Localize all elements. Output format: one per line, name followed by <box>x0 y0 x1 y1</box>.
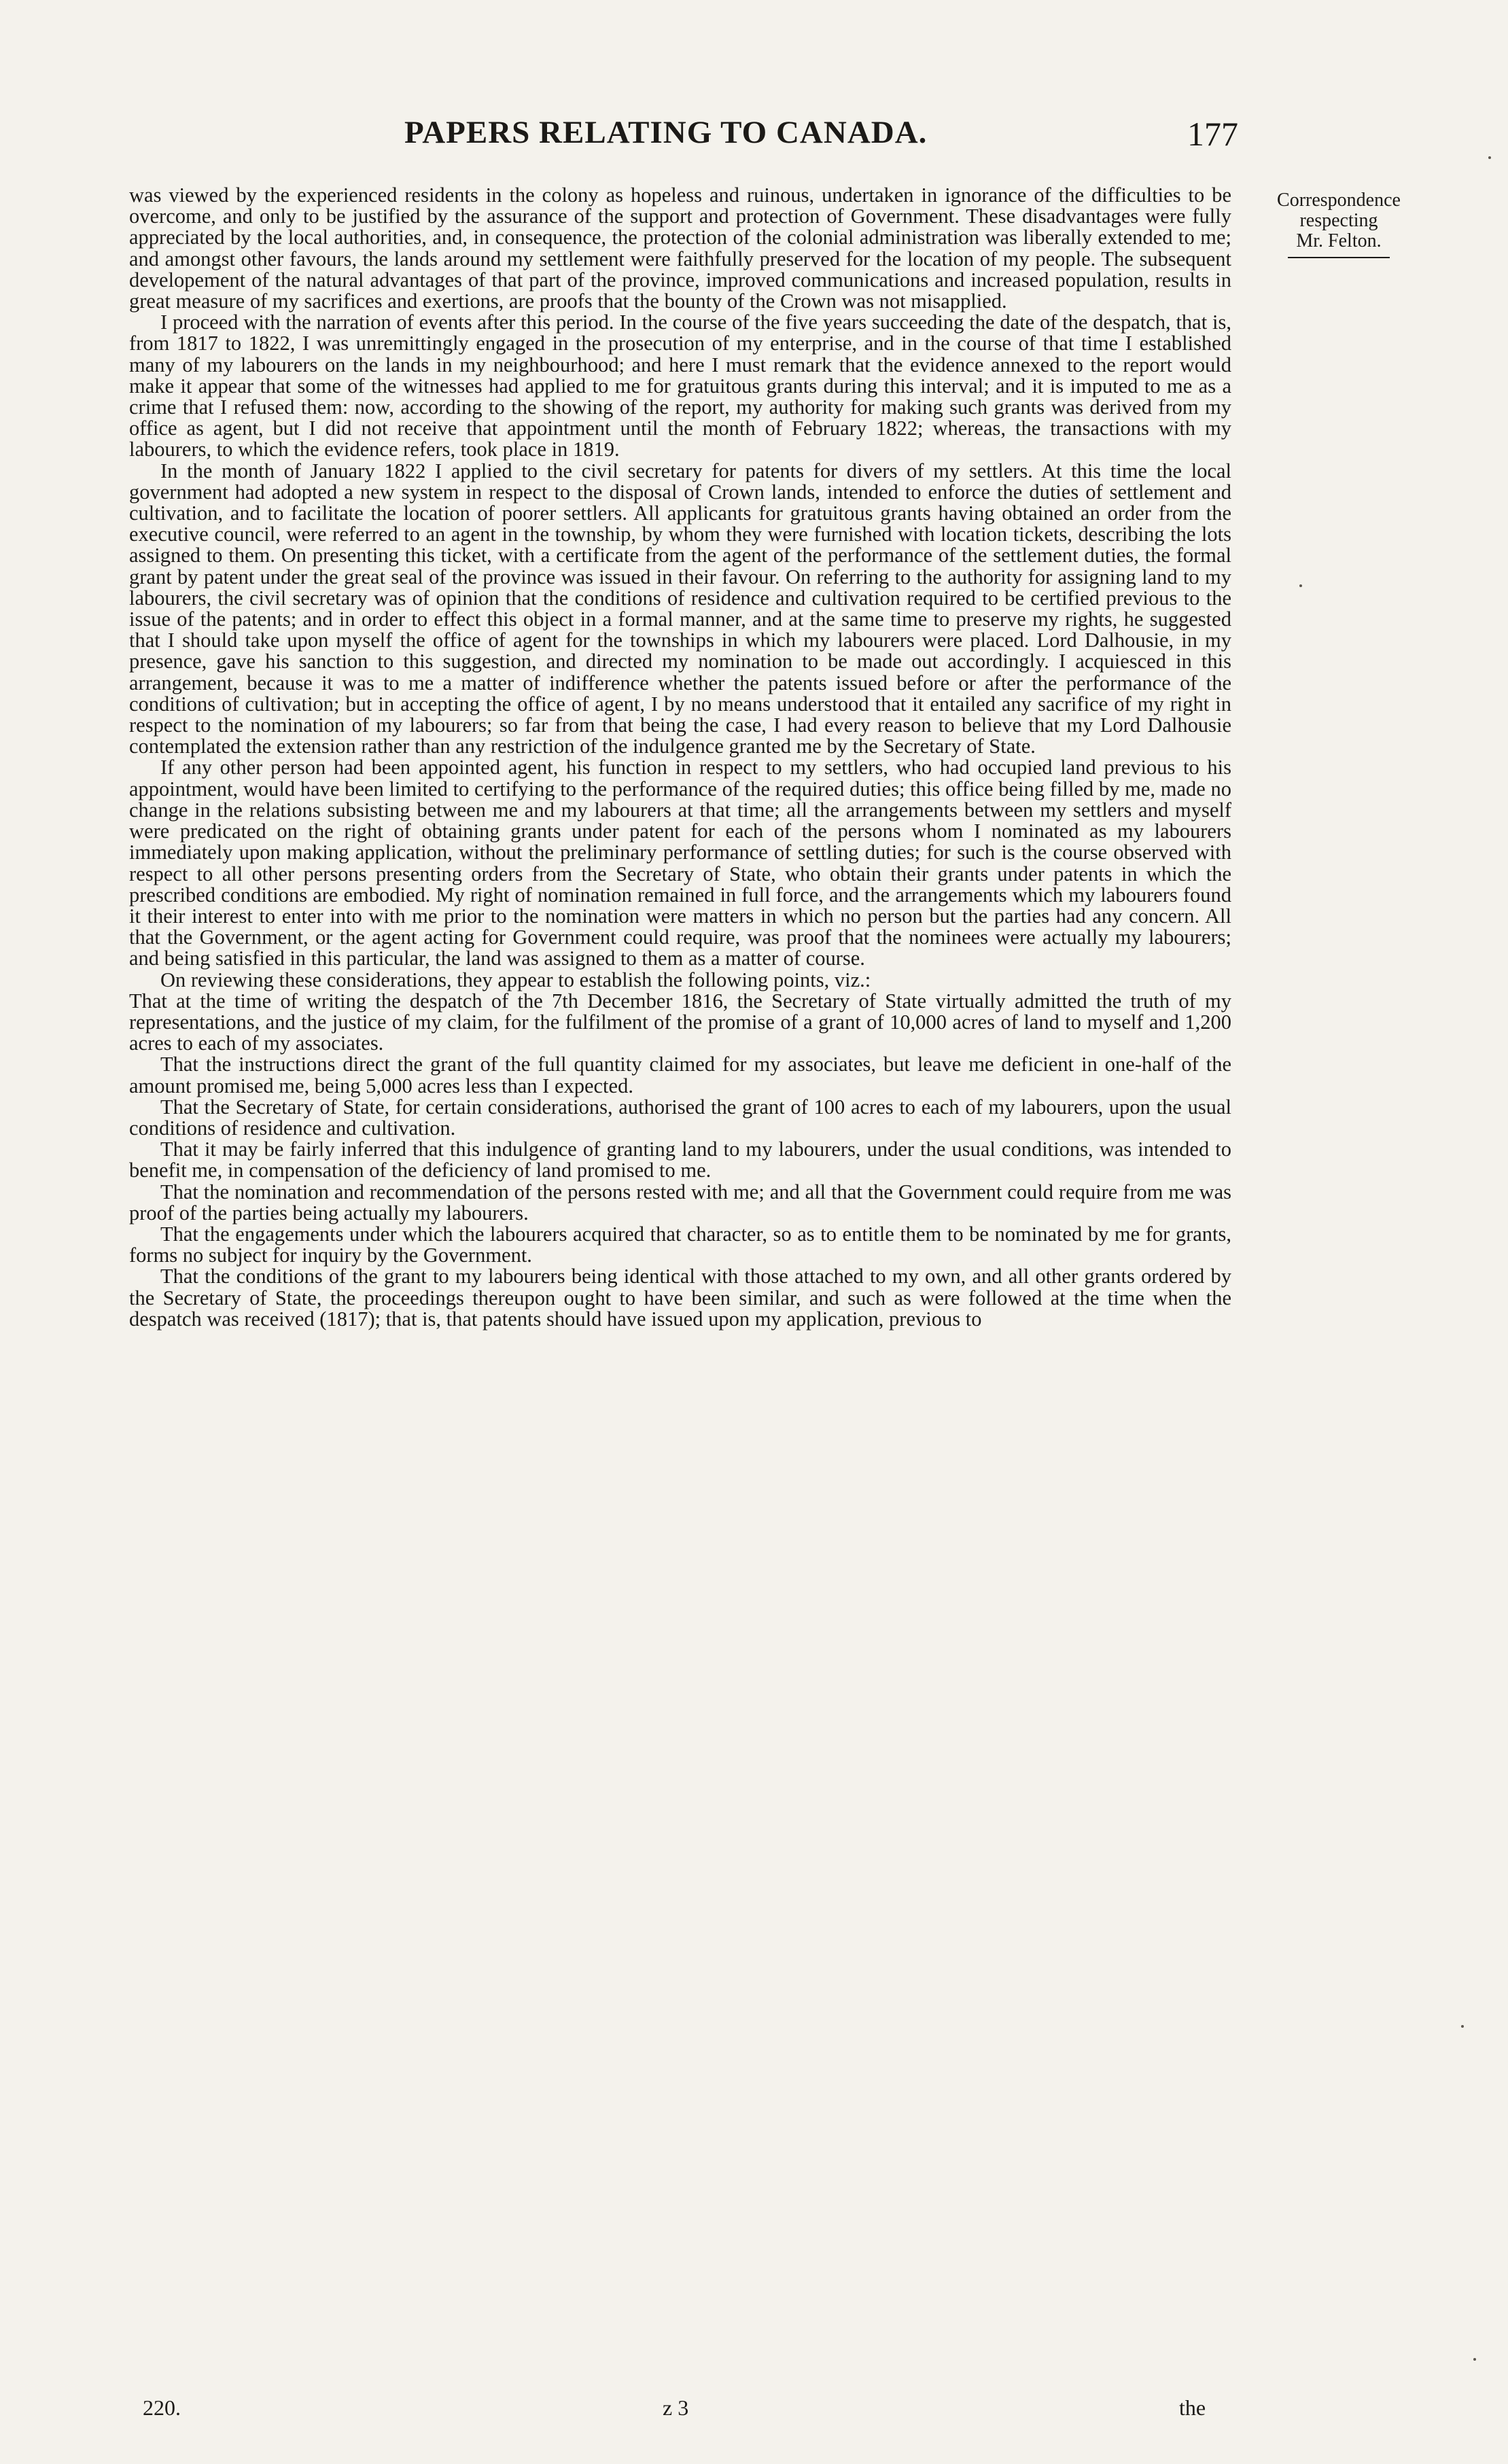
paragraph: If any other person had been appointed agent, his function in respect to my settlers, who had occupied land previous to his appointment, would have been limited to certifying to the performance of the required duties; this office being filled by me, made no change in the relations subsisting between me and my labourers at that time; all the arrangements between my settlers and myself were predicated on the right of obtaining grants under patent for each of the persons whom I nominated as my labourers immediately upon making application, without the preliminary performance of settling duties; for such is the course observed with respect to all other persons presenting orders from the Secretary of State, who obtain their grants under patents in which the prescribed conditions are embodied. My right of nomination remained in full force, and the arrangements which my labourers found it their interest to enter into with me prior to the nomination were matters in which no person but the parties had any concern. All that the Government, or the agent acting for Government could require, was proof that the nominees were actually my labourers; and being satisfied in this particular, the land was assigned to them as a matter of course. <box>129 756 1231 970</box>
paragraph: That the engagements under which the labourers acquired that character, so as to entitle them to be nominated by me for grants, forms no subject for inquiry by the Government. <box>129 1222 1231 1267</box>
paragraph: That the Secretary of State, for certain considerations, authorised the grant of 100 acres to each of my labourers, upon the usual conditions of residence and cultivation. <box>129 1095 1231 1140</box>
paper-speck <box>1488 156 1491 159</box>
margin-note-rule <box>1288 257 1390 258</box>
paragraph: That at the time of writing the despatch of the 7th December 1816, the Secretary of State virtually admitted the truth of my representations, and the justice of my claim, for the fulfilment of the promise of a grant of 10,000 acres of land to myself and 1,200 acres to each of my associates. <box>129 989 1231 1055</box>
margin-note-line: Correspondence <box>1277 190 1401 211</box>
running-title: PAPERS RELATING TO CANADA. <box>404 115 928 150</box>
paragraph: In the month of January 1822 I applied to the civil secretary for patents for divers of my settlers. At this time the local government had adopted a new system in respect to the disposal of Crown lands, intended to enforce the duties of settlement and cultivation, and to facilitate the location of poorer settlers. All applicants for gratuitous grants having obtained an order from the executive council, were referred to an agent in the township, by whom they were furnished with location tickets, describing the lots assigned to them. On presenting this ticket, with a certificate from the agent of the performance of the settlement duties, the formal grant by patent under the great seal of the province was issued in their favour. On referring to the authority for assigning land to my labourers, the civil secretary was of opinion that the conditions of residence and cultivation required to be certified previous to the issue of the patents; and in order to effect this object in a formal manner, and at the same time to preserve my rights, he suggested that I should take upon myself the office of agent for the townships in which my labourers were placed. Lord Dalhousie, in my presence, gave his sanction to this suggestion, and directed my nomination to be made out accordingly. I acquiesced in this arrangement, because it was to me a matter of indifference whether the patents issued before or after the performance of the conditions of cultivation; but in accepting the office of agent, I by no means understood that it entailed any sacrifice of my right in respect to the nomination of my labourers; so far from that being the case, I had every reason to believe that my Lord Dalhousie contemplated the extension rather than any restriction of the indulgence granted me by the Secretary of State. <box>129 459 1231 758</box>
paragraph: That the conditions of the grant to my labourers being identical with those attached to my own, and all other grants ordered by the Secretary of State, the proceedings thereupon ought to have been similar, and such as were followed at the time when the despatch was received (1817); that is, that patents should have issued upon my application, previous to <box>129 1265 1231 1331</box>
paper-speck <box>1299 584 1302 587</box>
body-text <box>129 185 1231 1330</box>
paper-speck <box>1461 2025 1464 2028</box>
paragraph: That it may be fairly inferred that this indulgence of granting land to my labourers, under the usual conditions, was intended to benefit me, in compensation of the deficiency of land promised to me. <box>129 1138 1231 1182</box>
paragraph: was viewed by the experienced residents in the colony as hopeless and ruinous, undertaken in ignorance of the difficulties to be overcome, and only to be justified by the assurance of the support and protection of Government. These disadvantages were fully appreciated by the local authorities, and, in consequence, the protection of the colonial administration was liberally extended to me; and amongst other favours, the lands around my settlement were faithfully preserved for the location of my people. The subsequent developement of the natural advantages of that part of the province, improved communications and increased population, results in great measure of my sacrifices and exertions, are proofs that the bounty of the Crown was not misapplied. <box>129 183 1231 313</box>
catchword: the <box>1179 2395 1206 2420</box>
margin-note-line: respecting <box>1299 210 1378 231</box>
paragraph: That the nomination and recommendation of the persons rested with me; and all that the Government could require from me was proof of the parties being actually my labourers. <box>129 1180 1231 1225</box>
paragraph: That the instructions direct the grant of the full quantity claimed for my associates, but leave me deficient in one-half of the amount promised me, being 5,000 acres less than I expected. <box>129 1053 1231 1097</box>
paragraph: On reviewing these considerations, they appear to establish the following points, viz.: <box>160 968 871 991</box>
page-number: 177 <box>1187 115 1238 153</box>
margin-note-line: Mr. Felton. <box>1296 230 1382 251</box>
signature-mark: z 3 <box>663 2395 689 2420</box>
footer-number: 220. <box>143 2395 181 2420</box>
paper-speck <box>1473 2358 1476 2361</box>
paragraph: I proceed with the narration of events after this period. In the course of the five years succeeding the date of the despatch, that is, from 1817 to 1822, I was unremittingly engaged in the prosecution of my enterprise, and in the course of that time I established many of my labourers on the lands in my neighbourhood; and here I must remark that the evidence annexed to the report would make it appear that some of the witnesses had applied to me for gratuitous grants during this interval; and it is imputed to me as a crime that I refused them: now, according to the showing of the report, my authority for making such grants was derived from my office as agent, but I did not receive that appointment until the month of February 1822; whereas, the transactions with my labourers, to which the evidence refers, took place in 1819. <box>129 311 1231 461</box>
margin-note <box>1264 190 1414 258</box>
